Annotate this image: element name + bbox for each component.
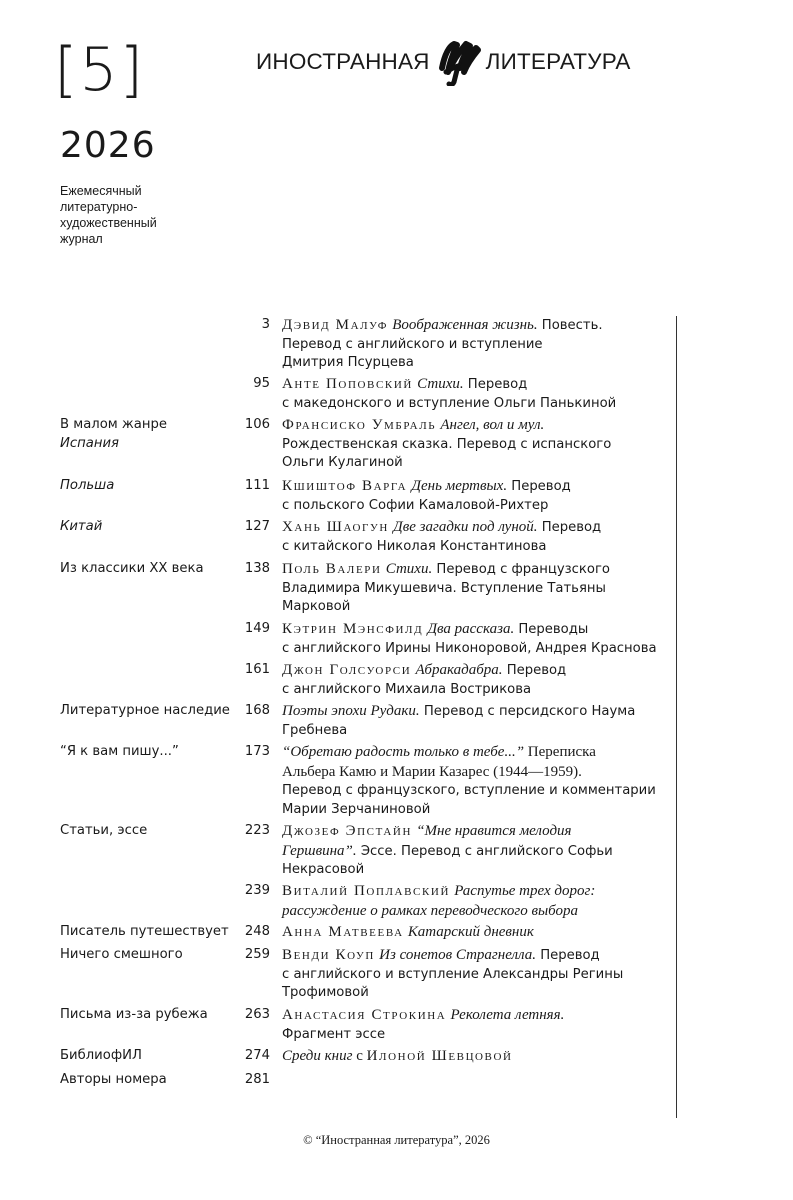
entry-text: Перевод: [502, 663, 567, 678]
toc-line: [282, 822, 667, 842]
toc-line: [282, 946, 667, 966]
entry-text: Гребнева: [282, 722, 348, 738]
author-name: Илоной Шевцовой: [366, 1048, 513, 1064]
entry-text: Переписка: [524, 744, 596, 760]
toc-line: [282, 763, 667, 783]
toc-section-label: [60, 560, 245, 579]
tagline-line: художественный: [60, 216, 157, 230]
toc-line: [282, 640, 667, 659]
toc-section-label: [60, 743, 245, 762]
toc-entry-text: [282, 946, 667, 1003]
section-label-line: Авторы номера: [60, 1072, 167, 1087]
toc-entry-text: [282, 560, 667, 617]
author-name: Поль Валери: [282, 561, 382, 577]
toc-section-label: [60, 1006, 245, 1025]
tagline-line: журнал: [60, 232, 103, 246]
toc-line: [282, 454, 667, 473]
work-title: Поэты эпохи Рудаки.: [282, 703, 420, 719]
author-name: Кшиштоф Варга: [282, 478, 408, 494]
toc-line: [282, 966, 667, 985]
work-title: “Мне нравится мелодия: [416, 823, 572, 839]
toc-page-number: 127: [244, 519, 270, 534]
toc-page-number: 223: [244, 823, 270, 838]
section-label-line: Письма из-за рубежа: [60, 1007, 208, 1022]
entry-text: Перевод: [507, 479, 571, 494]
work-title: Катарский дневник: [407, 924, 534, 940]
entry-text: Эссе. Перевод с английского Софьи: [356, 843, 613, 859]
toc-line: [282, 336, 667, 355]
toc-page-number: 95: [253, 376, 270, 391]
toc-line: [282, 416, 667, 436]
section-label-line: Испания: [60, 435, 119, 451]
toc-line: [282, 743, 667, 763]
entry-text: с английского Михаила Вострикова: [282, 681, 532, 697]
work-title: Два рассказа.: [427, 621, 515, 637]
toc-line: [282, 436, 667, 455]
entry-text: с китайского Николая Константинова: [282, 538, 547, 554]
toc-page-number: 161: [244, 662, 270, 677]
toc-line: [282, 722, 667, 741]
toc-line: [282, 1006, 667, 1026]
masthead-left: ИНОСТРАННАЯ: [256, 49, 430, 74]
work-title: Стихи.: [385, 561, 433, 577]
toc-section-label: [60, 702, 245, 721]
toc-page-number: 168: [244, 703, 270, 718]
toc-line: [282, 801, 667, 820]
toc-line: [282, 984, 667, 1003]
entry-text: Марии Зерчаниновой: [282, 801, 431, 817]
entry-text: Перевод с французского: [432, 562, 610, 577]
toc-entry-text: [282, 416, 667, 473]
author-name: Джон Голсуорси: [282, 662, 412, 678]
toc-entry-text: [282, 316, 667, 373]
toc-page-number: 259: [244, 947, 270, 962]
section-label-line: Польша: [60, 478, 115, 493]
toc-line: [282, 702, 667, 722]
toc-line: [282, 354, 667, 373]
entry-text: Дмитрия Псурцева: [282, 355, 414, 370]
work-title: Среди книг: [282, 1048, 353, 1064]
work-title: Две загадки под луной.: [393, 519, 538, 535]
toc-page-number: 274: [244, 1048, 270, 1063]
toc-entry-text: [282, 518, 667, 556]
toc-line: [282, 842, 667, 862]
toc-page-number: 111: [244, 478, 270, 493]
section-label-line: Из классики XX века: [60, 561, 204, 576]
entry-text: Рождественская сказка. Перевод с испанского: [282, 436, 612, 452]
toc-line: [282, 538, 667, 557]
toc-page-number: 106: [244, 417, 270, 432]
work-title: Гершвина”.: [282, 842, 357, 859]
entry-text: Повесть.: [537, 318, 603, 333]
entry-text: Перевод: [537, 520, 602, 535]
toc-entry-text: [282, 702, 667, 740]
section-label-line: Китай: [60, 519, 103, 534]
toc-line: [282, 902, 667, 922]
toc-line: [282, 518, 667, 538]
entry-text: Перевод: [536, 948, 600, 963]
toc-section-label: [60, 923, 245, 942]
work-title: Распутье трех дорог:: [454, 883, 596, 899]
toc-line: [282, 923, 667, 943]
work-title: Реколета летняя.: [450, 1007, 565, 1023]
toc-line: [282, 1026, 667, 1045]
section-label-line: БиблиофИЛ: [60, 1048, 142, 1063]
entry-text: Владимира Микушевича. Вступление Татьяны: [282, 580, 606, 596]
tagline-line: литературно-: [60, 200, 138, 214]
entry-text: Трофимовой: [282, 985, 369, 1000]
toc-line: [282, 782, 667, 801]
toc-section-label: [60, 416, 245, 453]
author-name: Дэвид Малуф: [282, 317, 389, 333]
entry-text: с английского Ирины Никоноровой, Андрея Краснова: [282, 640, 657, 656]
masthead-right: ЛИТЕРАТУРА: [485, 49, 631, 74]
entry-text: Перевод: [463, 377, 528, 392]
toc-section-label: [60, 946, 245, 965]
toc-line: [282, 497, 667, 516]
entry-text: с: [352, 1048, 367, 1064]
section-label-line: Статьи, эссе: [60, 823, 148, 838]
toc-section-label: [60, 518, 245, 537]
section-label-line: “Я к вам пишу...”: [60, 744, 179, 759]
toc-section-label: [60, 822, 245, 841]
entry-text: Перевод с французского, вступление и комментарии: [282, 783, 656, 798]
section-label-line: Писатель путешествует: [60, 924, 229, 939]
toc-entry-text: [282, 477, 667, 515]
entry-text: Переводы: [514, 622, 589, 637]
toc-line: [282, 395, 667, 414]
author-name: Виталий Поплавский: [282, 883, 450, 899]
toc-line: [282, 560, 667, 580]
toc-page-number: 239: [244, 883, 270, 898]
toc-page-number: 248: [244, 924, 270, 939]
toc-line: [282, 620, 667, 640]
work-title: Ангел, вол и мул.: [440, 417, 545, 433]
toc-page-number: 3: [261, 317, 270, 332]
entry-text: Альбера Камю и Марии Казарес (1944—1959).: [282, 763, 582, 780]
entry-text: Фрагмент эссе: [282, 1026, 386, 1042]
toc-line: [282, 882, 667, 902]
entry-text: с английского и вступление Александры Регины: [282, 966, 624, 982]
tagline-line: Ежемесячный: [60, 184, 142, 198]
toc-page-number: 149: [244, 621, 270, 636]
toc-line: [282, 861, 667, 880]
toc-entry-text: [282, 1047, 667, 1067]
work-title: Абракадабра.: [415, 662, 503, 678]
toc-line: [282, 477, 667, 497]
entry-text: с македонского и вступление Ольги Панькиной: [282, 395, 617, 411]
toc-entry-text: [282, 1006, 667, 1044]
toc-line: [282, 375, 667, 395]
toc-page-number: 281: [244, 1072, 270, 1087]
author-name: Венди Коуп: [282, 947, 375, 963]
issue-year: 2026: [60, 125, 156, 166]
toc-entry-text: [282, 923, 667, 943]
section-label-line: Ничего смешного: [60, 947, 183, 962]
work-title: День мертвых.: [411, 478, 508, 494]
toc-entry-text: [282, 822, 667, 880]
issue-number: [5]: [54, 35, 145, 105]
entry-text: Перевод с английского и вступление: [282, 336, 543, 352]
work-title: Воображенная жизнь.: [392, 317, 538, 333]
entry-text: Марковой: [282, 599, 351, 614]
entry-text: Некрасовой: [282, 862, 365, 877]
entry-text: Перевод с персидского Наума: [419, 704, 636, 719]
toc-line: [282, 1047, 667, 1067]
section-label-line: Литературное наследие: [60, 703, 230, 718]
toc-page-number: 138: [244, 561, 270, 576]
entry-text: с польского Софии Камаловой-Рихтер: [282, 497, 549, 513]
toc-line: [282, 661, 667, 681]
author-name: Анна Матвеева: [282, 924, 404, 940]
author-name: Франсиско Умбраль: [282, 417, 437, 433]
author-name: Анте Поповский: [282, 376, 413, 392]
toc-page-number: 173: [244, 744, 270, 759]
author-name: Джозеф Эпстайн: [282, 823, 413, 839]
toc-section-label: [60, 1047, 245, 1066]
work-title: “Обретаю радость только в тебе...”: [282, 744, 525, 760]
toc-line: [282, 316, 667, 336]
toc-page-number: 263: [244, 1007, 270, 1022]
work-title: рассуждение о рамках переводческого выбора: [282, 902, 578, 919]
toc-section-label: [60, 477, 245, 496]
toc-section-label: [60, 1071, 245, 1090]
entry-text: Ольги Кулагиной: [282, 455, 403, 470]
author-name: Кэтрин Мэнсфилд: [282, 621, 424, 637]
toc-line: [282, 598, 667, 617]
toc-entry-text: [282, 375, 667, 413]
copyright-footer: © “Иностранная литература”, 2026: [303, 1133, 490, 1147]
toc-line: [282, 681, 667, 700]
toc-entry-text: [282, 743, 667, 819]
toc-entry-text: [282, 620, 667, 658]
author-name: Анастасия Строкина: [282, 1007, 447, 1023]
toc-entry-text: [282, 661, 667, 699]
section-label-line: В малом жанре: [60, 417, 167, 432]
work-title: Стихи.: [417, 376, 464, 392]
toc-line: [282, 580, 667, 599]
author-name: Хань Шаогун: [282, 519, 389, 535]
work-title: Из сонетов Страгнелла.: [379, 947, 536, 963]
toc-entry-text: [282, 882, 667, 921]
